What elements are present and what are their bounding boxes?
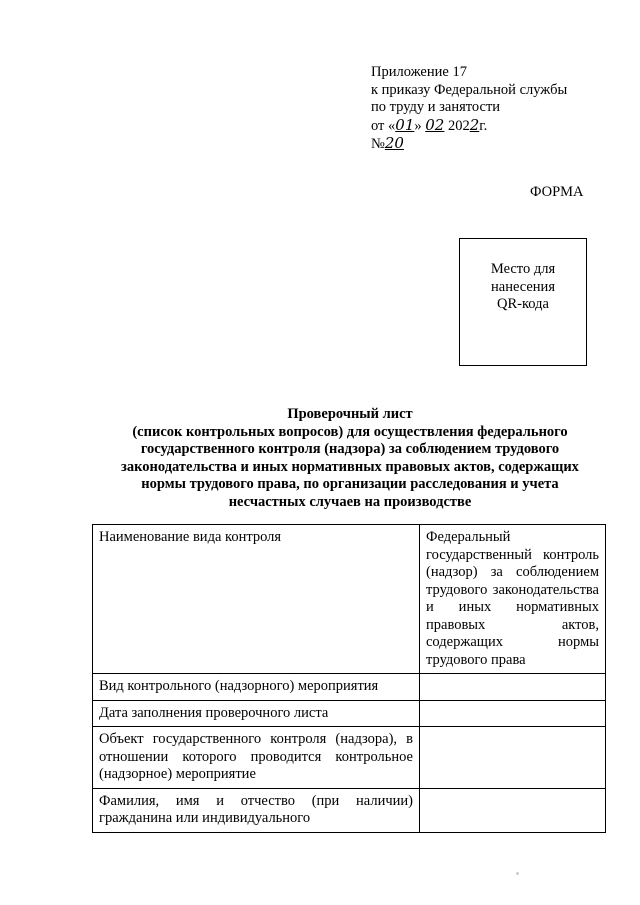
qr-text-line: Место для bbox=[490, 261, 556, 277]
row-label: Объект государственного контроля (надзора), в отношении которого проводится контрольное (надзорное) мероприятие bbox=[93, 727, 420, 789]
row-value bbox=[420, 700, 606, 727]
checklist-table bbox=[92, 524, 606, 833]
date-year-prefix: 202 bbox=[447, 117, 470, 134]
annex-block bbox=[371, 64, 567, 154]
qr-code-placeholder bbox=[459, 238, 587, 366]
annex-number bbox=[371, 135, 567, 154]
number-prefix: № bbox=[371, 136, 385, 152]
table-row bbox=[93, 525, 606, 674]
number-value: 20 bbox=[384, 134, 404, 152]
date-prefix: от « bbox=[371, 117, 396, 134]
annex-line: к приказу Федеральной службы bbox=[371, 81, 568, 98]
row-value bbox=[420, 788, 606, 832]
title-line: (список контрольных вопросов) для осуществления федерального bbox=[132, 423, 568, 440]
qr-text-line: нанесения bbox=[491, 278, 555, 295]
annex-date bbox=[371, 117, 567, 136]
date-month: 02 bbox=[425, 115, 445, 134]
table-row bbox=[93, 700, 606, 727]
row-label: Дата заполнения проверочного листа bbox=[93, 700, 420, 727]
title-line: нормы трудового права, по организации расследования и учета bbox=[141, 476, 559, 493]
table-row bbox=[93, 727, 606, 789]
date-mid: » bbox=[414, 117, 422, 134]
row-label: Вид контрольного (надзорного) мероприятия bbox=[93, 674, 420, 701]
row-label: Фамилия, имя и отчество (при наличии) гражданина или индивидуального bbox=[93, 788, 420, 832]
title-line: Проверочный лист bbox=[287, 406, 413, 422]
scan-speck bbox=[516, 872, 519, 875]
title-line: законодательства и иных нормативных правовых актов, содержащих bbox=[121, 458, 579, 475]
date-year-suffix: 2 bbox=[469, 115, 480, 134]
title-line: государственного контроля (надзора) за соблюдением трудового bbox=[140, 441, 560, 458]
row-value: Федеральный государственный контроль (надзор) за соблюдением трудового законодательства и иных нормативных правовых актов, содержащих нормы трудового права bbox=[420, 525, 606, 674]
qr-text-line: QR-кода bbox=[497, 296, 549, 312]
date-day: 01 bbox=[395, 115, 415, 134]
form-label: ФОРМА bbox=[530, 184, 584, 200]
row-value bbox=[420, 727, 606, 789]
document-title bbox=[90, 406, 610, 512]
table-row bbox=[93, 788, 606, 832]
table-row bbox=[93, 674, 606, 701]
title-line: несчастных случаев на производстве bbox=[228, 493, 472, 510]
row-label: Наименование вида контроля bbox=[93, 525, 420, 674]
annex-line: Приложение 17 bbox=[371, 64, 467, 80]
row-value bbox=[420, 674, 606, 701]
date-end: г. bbox=[479, 117, 488, 134]
annex-line: по труду и занятости bbox=[371, 99, 501, 115]
